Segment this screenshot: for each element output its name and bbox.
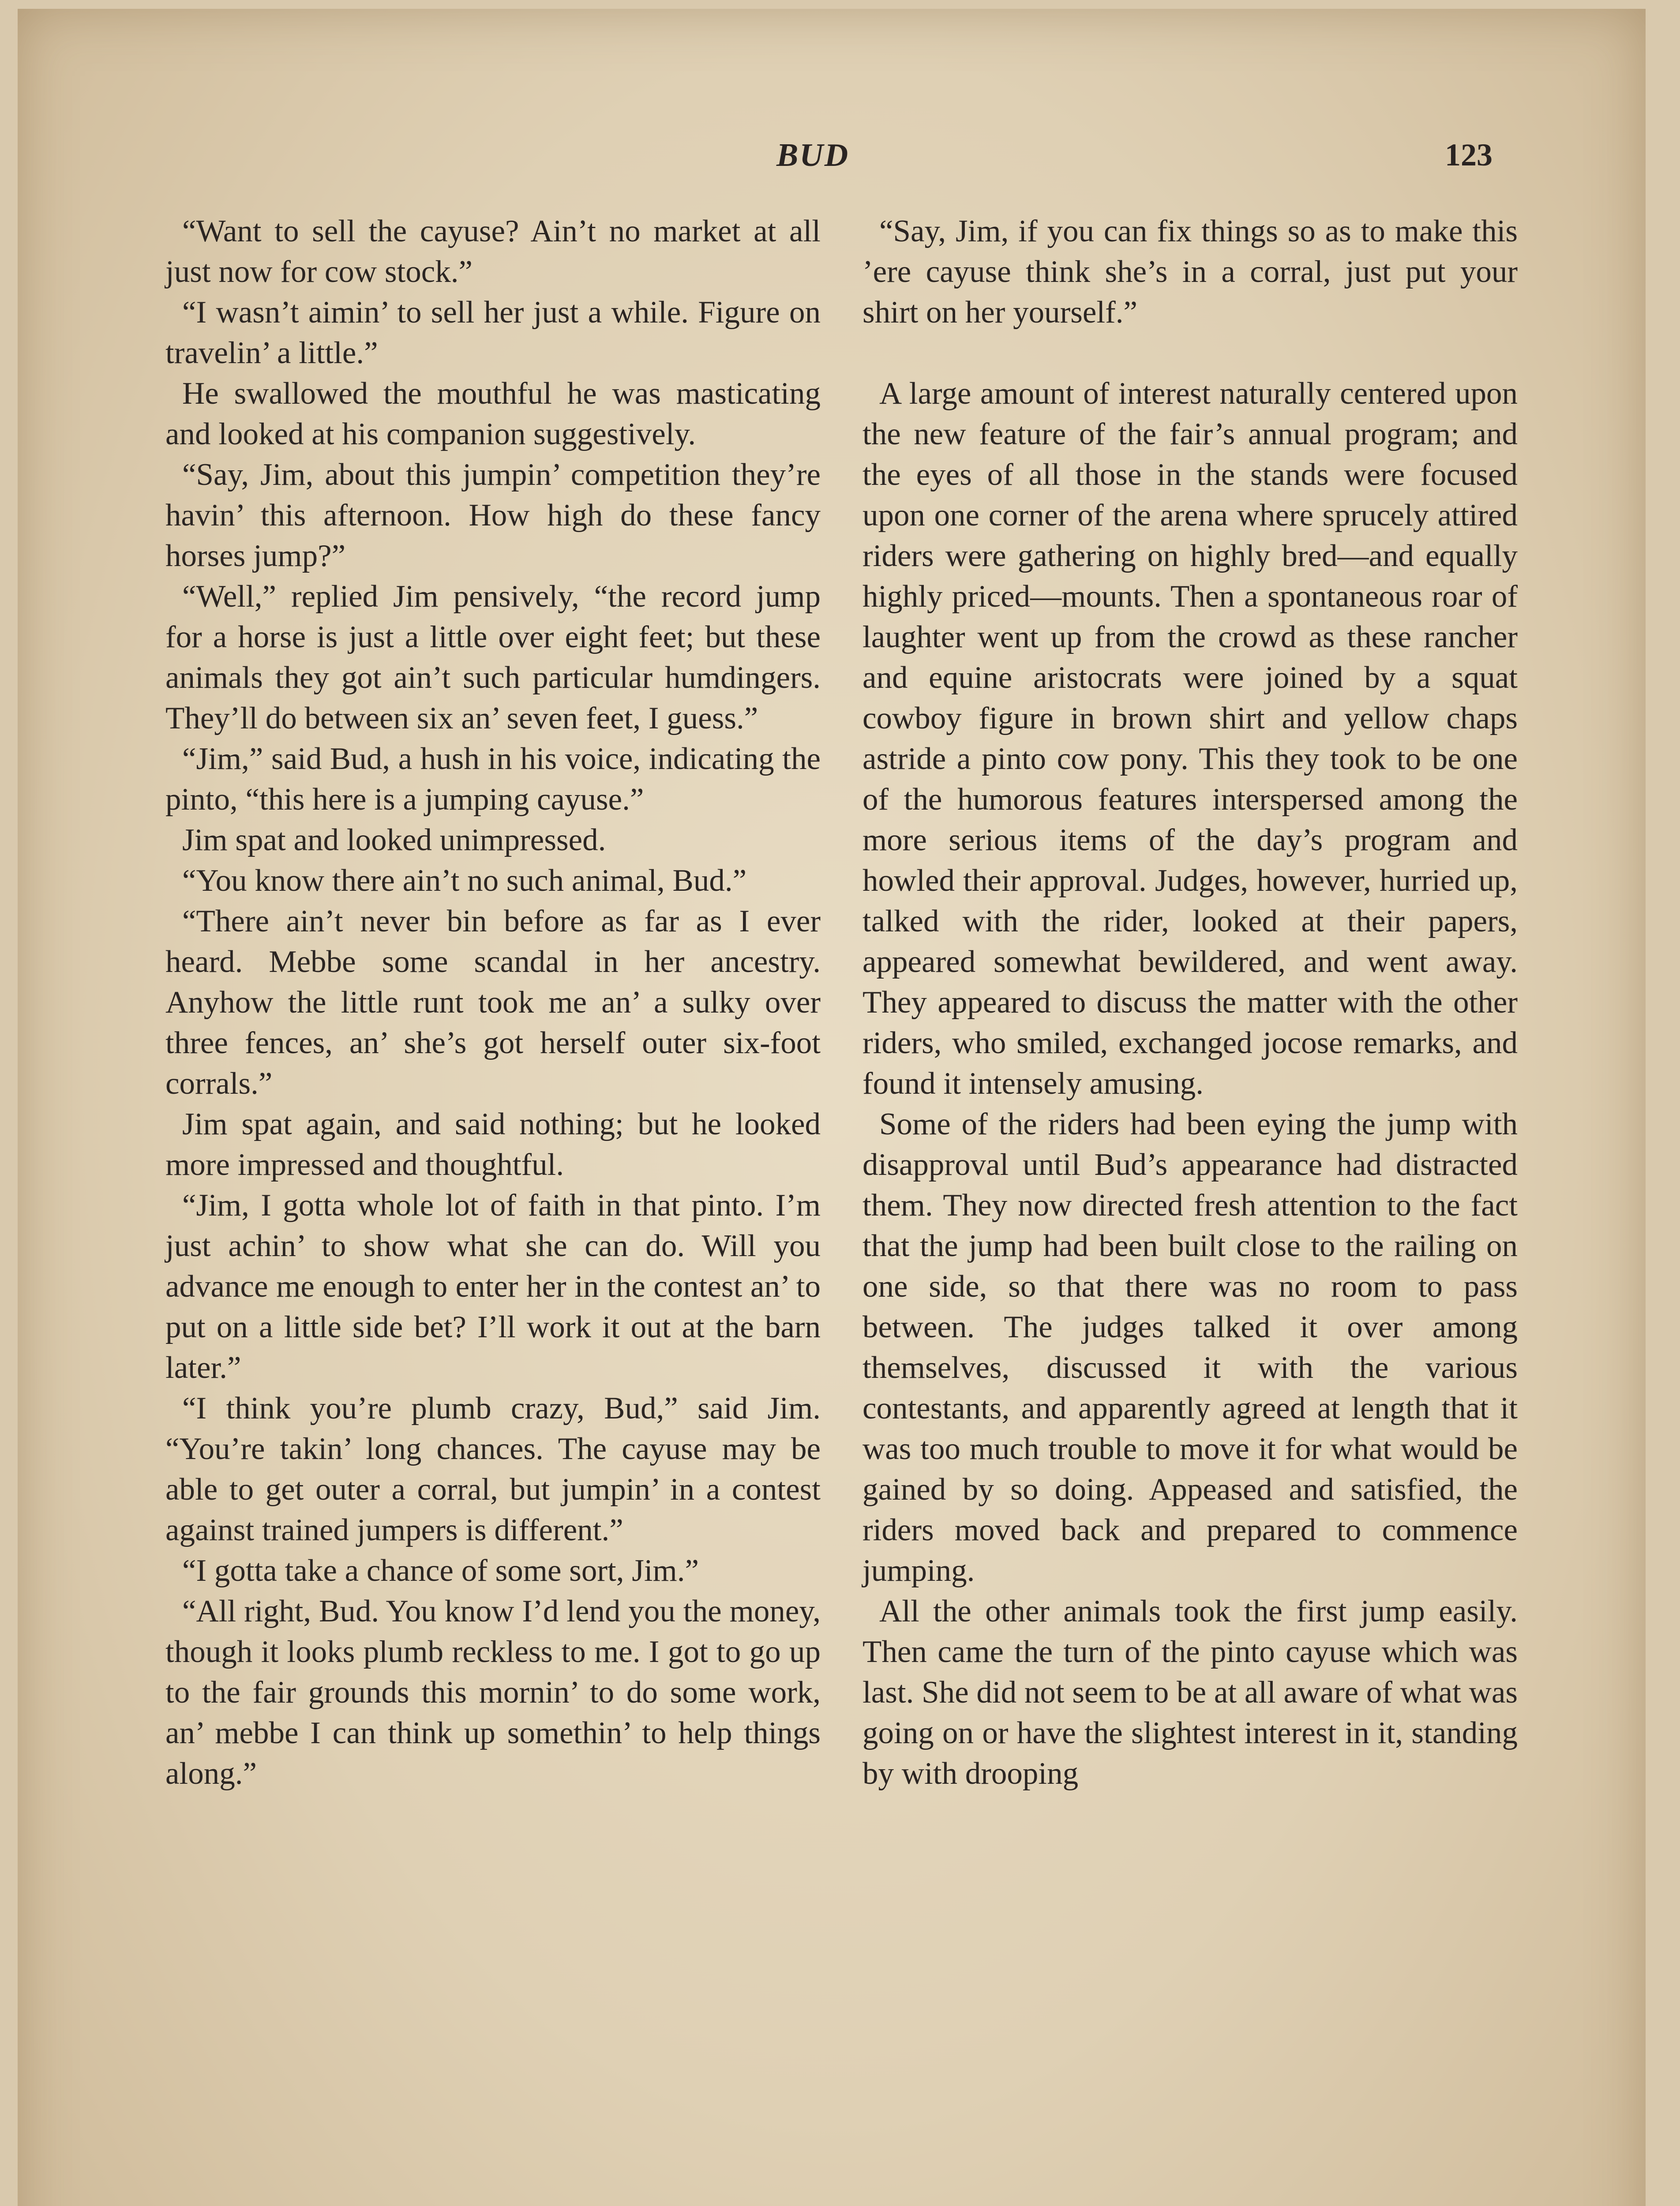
section-break	[862, 333, 1518, 373]
paragraph: “There ain’t never bin before as far as I ever heard. Mebbe some scandal in her ancestry. Anyhow the little runt took me an’ a sulky over three fences, an’ she’s got herself outer six-foot corrals.”	[165, 904, 821, 1101]
paragraph: “Want to sell the cayuse? Ain’t no market at all just now for cow stock.”	[165, 214, 821, 289]
paragraph: “I think you’re plumb crazy, Bud,” said Jim. “You’re takin’ long chances. The cayuse may be able to get outer a corral, but jumpin’ in a contest against trained jumpers is different.”	[165, 1391, 821, 1547]
paragraph: Jim spat again, and said nothing; but he looked more impressed and thoughtful.	[165, 1107, 821, 1182]
page-number: 123	[1445, 137, 1492, 173]
book-page	[18, 9, 1646, 2206]
page-header	[18, 137, 1646, 181]
paragraph: “Well,” replied Jim pensively, “the record jump for a horse is just a little over eight feet; but these animals they got ain’t such particular humdingers. They’ll do between six an’ seven feet, I guess.”	[165, 579, 821, 735]
paragraph: “I gotta take a chance of some sort, Jim.”	[182, 1553, 699, 1588]
paragraph: Some of the riders had been eying the jump with disapproval until Bud’s appearance had distracted them. They now directed fresh attention to the fact that the jump had been built close to the railing on one side, so that there was no room to pass between. The judges talked it over among themselves, discussed it with the various contestants, and apparently agreed at length that it was too much trouble to move it for what would be gained by so doing. Appeased and satisfied, the riders moved back and prepared to commence jumping.	[862, 1107, 1518, 1588]
paragraph: He swallowed the mouthful he was masticating and looked at his companion suggestively.	[165, 376, 821, 451]
paragraph: “Say, Jim, about this jumpin’ competition they’re havin’ this afternoon. How high do these fancy horses jump?”	[165, 458, 821, 573]
paragraph: All the other animals took the first jump easily. Then came the turn of the pinto cayuse which was last. She did not seem to be at all aware of what was going on or have the slightest interest in it, standing by with drooping	[862, 1594, 1518, 1791]
right-column	[862, 211, 1518, 1794]
paragraph: A large amount of interest naturally centered upon the new feature of the fair’s annual program; and the eyes of all those in the stands were focused upon one corner of the arena where sprucely attired riders were gathering on highly bred—and equally highly priced—mounts. Then a spontaneous roar of laughter went up from the crowd as these rancher and equine aristocrats were joined by a squat cowboy figure in brown shirt and yellow chaps astride a pinto cow pony. This they took to be one of the humorous features interspersed among the more serious items of the day’s program and howled their approval. Judges, however, hurried up, talked with the rider, looked at their papers, appeared somewhat bewildered, and went away. They appeared to discuss the matter with the other riders, who smiled, exchanged jocose remarks, and found it intensely amusing.	[862, 376, 1518, 1101]
paragraph: “I wasn’t aimin’ to sell her just a while. Figure on travelin’ a little.”	[165, 295, 821, 370]
left-column	[165, 211, 821, 1794]
paragraph: “You know there ain’t no such animal, Bud.”	[182, 863, 747, 898]
paragraph: “All right, Bud. You know I’d lend you the money, though it looks plumb reckless to me. I got to go up to the fair grounds this mornin’ to do some work, an’ mebbe I can think up somethin’ to help things along.”	[165, 1594, 821, 1791]
paragraph: “Jim, I gotta whole lot of faith in that pinto. I’m just achin’ to show what she can do. Will you advance me enough to enter her in the contest an’ to put on a little side bet? I’ll work it out at the barn later.”	[165, 1188, 821, 1385]
running-head: BUD	[776, 137, 850, 173]
paragraph: “Jim,” said Bud, a hush in his voice, indicating the pinto, “this here is a jumping cayuse.”	[165, 742, 821, 817]
paragraph: “Say, Jim, if you can fix things so as to make this ’ere cayuse think she’s in a corral, just put your shirt on her yourself.”	[862, 214, 1518, 330]
paragraph: Jim spat and looked unimpressed.	[182, 823, 606, 857]
